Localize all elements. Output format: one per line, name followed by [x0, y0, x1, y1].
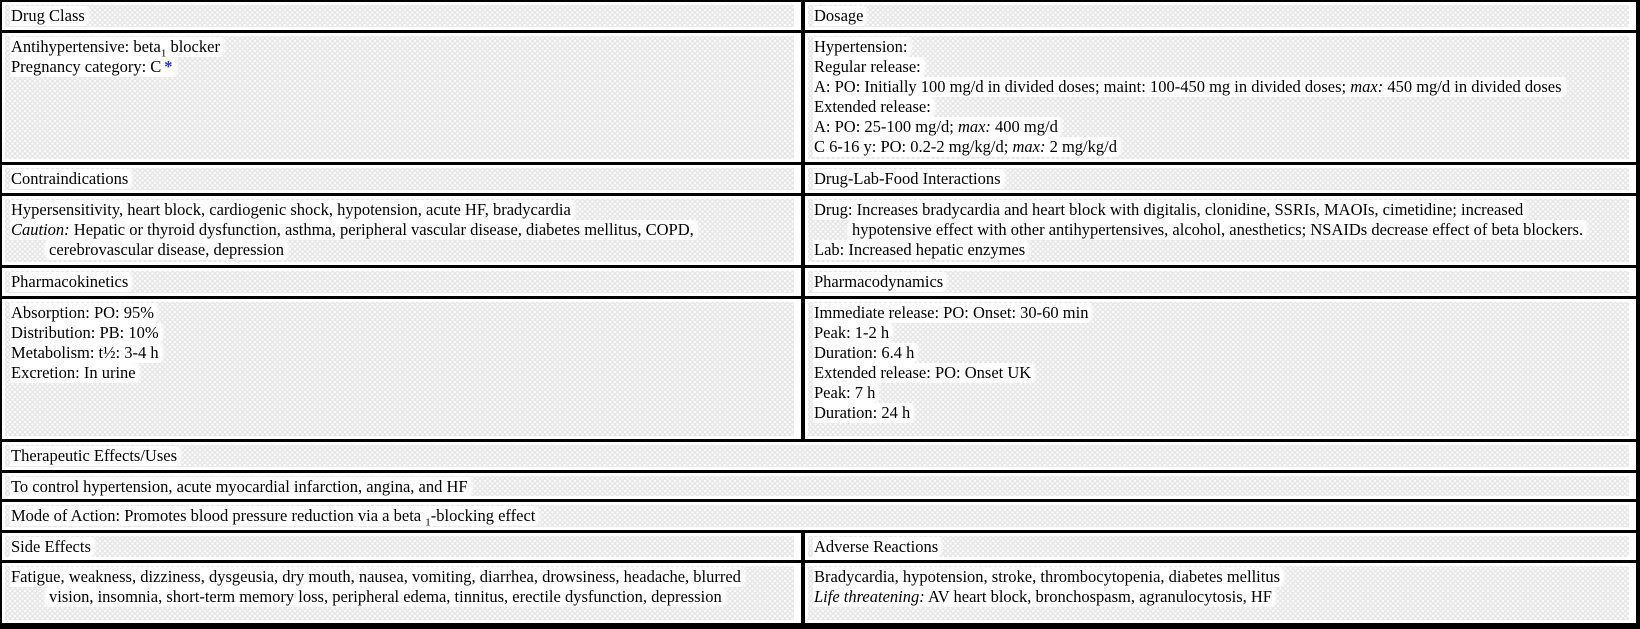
dosage-extended-label-line: Extended release:: [814, 97, 931, 116]
cell-bar: [5, 566, 794, 620]
contraindications-header-cell: [2, 165, 805, 193]
pd-extended-duration-line: Duration: 24 h: [814, 403, 911, 422]
row-therapeutic-header: [2, 442, 1636, 473]
therapeutic-header-cell: [2, 442, 1636, 470]
pk-metabolism-line: Metabolism: t½: 3-4 h: [11, 343, 159, 362]
pharmacodynamics-header-cell: [805, 268, 1636, 296]
interactions-lab-line: Lab: Increased hepatic enzymes: [814, 240, 1026, 259]
contraindications-caution-line: Caution: Hepatic or thyroid dysfunction, asthma, peripheral vascular disease, diabetes mellitus, COPD,: [11, 220, 694, 239]
cell-bar: [808, 302, 1629, 436]
row-class-dosage-content: [2, 33, 1636, 165]
therapeutic-uses-cell: [2, 473, 1636, 499]
therapeutic-header: Therapeutic Effects/Uses: [11, 446, 177, 465]
header-bar: [5, 168, 794, 190]
pharmacokinetics-header: Pharmacokinetics: [11, 272, 129, 291]
beta-subscript: 1: [160, 47, 167, 57]
side-effects-line1: Fatigue, weakness, dizziness, dysgeusia, dry mouth, nausea, vomiting, diarrhea, drowsiness, headache, blurred: [11, 567, 741, 586]
drug-class-header-cell: [2, 2, 805, 30]
dosage-header: Dosage: [814, 6, 864, 25]
row-se-ar-content: [2, 563, 1636, 623]
mode-of-action-cell: [2, 502, 1636, 530]
pd-extended-onset-line: Extended release: PO: Onset UK: [814, 363, 1032, 382]
adverse-reactions-header: Adverse Reactions: [814, 537, 939, 556]
pregnancy-category-line: Pregnancy category: C *: [11, 57, 173, 76]
pharmacodynamics-cell: [805, 299, 1636, 439]
cell-bar: [808, 566, 1629, 620]
header-bar: [5, 5, 794, 27]
adverse-reactions-line1: Bradycardia, hypotension, stroke, thrombocytopenia, diabetes mellitus: [814, 567, 1281, 586]
header-bar: [808, 5, 1629, 27]
contraindications-caution-cont: cerebrovascular disease, depression: [49, 240, 285, 259]
mode-of-action-line: Mode of Action: Promotes blood pressure reduction via a beta $_1$-blocking effect: [10, 506, 1625, 526]
pk-distribution-line: Distribution: PB: 10%: [11, 323, 159, 342]
dosage-child-line: C 6-16 y: PO: 0.2-2 mg/kg/d; max: 2 mg/kg/d: [814, 137, 1117, 156]
row-pk-pd-content: [2, 299, 1636, 442]
header-bar: [5, 445, 1629, 467]
interactions-header: Drug-Lab-Food Interactions: [814, 169, 1001, 188]
contraindications-cell: [2, 196, 805, 265]
side-effects-header: Side Effects: [11, 537, 91, 556]
pd-immediate-onset-line: Immediate release: PO: Onset: 30-60 min: [814, 303, 1089, 322]
cell-bar: [808, 199, 1629, 262]
pd-immediate-peak-line: Peak: 1-2 h: [814, 323, 890, 342]
contraindications-line1: Hypersensitivity, heart block, cardiogenic shock, hypotension, acute HF, bradycardia: [11, 200, 571, 219]
interactions-drug-line1: Drug: Increases bradycardia and heart block with digitalis, clonidine, SSRIs, MAOIs, cimetidine; increased: [814, 200, 1524, 219]
therapeutic-uses-line: To control hypertension, acute myocardial infarction, angina, and HF: [11, 477, 468, 496]
adverse-reactions-lt-line: Life threatening: AV heart block, bronchospasm, agranulocytosis, HF: [814, 587, 1272, 606]
row-therapeutic-content: [2, 473, 1636, 502]
adverse-reactions-cell: [805, 563, 1636, 623]
interactions-cell: [805, 196, 1636, 265]
dosage-adult-extended-line: A: PO: 25-100 mg/d; max: 400 mg/d: [814, 117, 1058, 136]
pharmacokinetics-cell: [2, 299, 805, 439]
cell-bar: [5, 36, 794, 159]
side-effects-cell: [2, 563, 805, 623]
row-headers-class-dosage: [2, 2, 1636, 33]
cell-bar: [5, 505, 1629, 527]
side-effects-line2: vision, insomnia, short-term memory loss, peripheral edema, tinnitus, erectile dysfunction, depression: [49, 587, 722, 606]
row-headers-se-ar: [2, 533, 1636, 563]
pregnancy-footnote-asterisk: *: [164, 57, 173, 76]
pk-absorption-line: Absorption: PO: 95%: [11, 303, 155, 322]
row-mode-of-action: [2, 502, 1636, 533]
cell-bar: [5, 476, 1629, 496]
row-headers-contra-interactions: [2, 165, 1636, 196]
header-bar: [808, 536, 1629, 557]
pd-immediate-duration-line: Duration: 6.4 h: [814, 343, 915, 362]
cell-bar: [5, 302, 794, 436]
drug-class-header: Drug Class: [11, 6, 85, 25]
pd-extended-peak-line: Peak: 7 h: [814, 383, 876, 402]
header-bar: [808, 271, 1629, 293]
adverse-reactions-header-cell: [805, 533, 1636, 560]
dosage-header-cell: [805, 2, 1636, 30]
cell-bar: [5, 199, 794, 262]
header-bar: [808, 168, 1629, 190]
dosage-adult-regular-line: A: PO: Initially 100 mg/d in divided doses; maint: 100-450 mg in divided doses; max: 450 mg/d in divided doses: [814, 77, 1562, 96]
interactions-header-cell: [805, 165, 1636, 193]
pharmacokinetics-header-cell: [2, 268, 805, 296]
side-effects-header-cell: [2, 533, 805, 560]
row-contra-interactions-content: [2, 196, 1636, 268]
pharmacodynamics-header: Pharmacodynamics: [814, 272, 944, 291]
contraindications-header: Contraindications: [11, 169, 129, 188]
cell-bar: [808, 36, 1629, 159]
header-bar: [5, 536, 794, 557]
drug-class-line: Antihypertensive: beta$_1$ blocker: [10, 37, 790, 57]
dosage-condition-line: Hypertension:: [814, 37, 908, 56]
interactions-drug-line2: hypotensive effect with other antihypertensives, alcohol, anesthetics; NSAIDs decrease effect of beta blockers.: [852, 220, 1584, 239]
drug-class-cell: [2, 33, 805, 162]
dosage-regular-label-line: Regular release:: [814, 57, 921, 76]
beta-subscript: 1: [425, 516, 431, 526]
row-headers-pk-pd: [2, 268, 1636, 299]
pk-excretion-line: Excretion: In urine: [11, 363, 136, 382]
dosage-cell: [805, 33, 1636, 162]
header-bar: [5, 271, 794, 293]
